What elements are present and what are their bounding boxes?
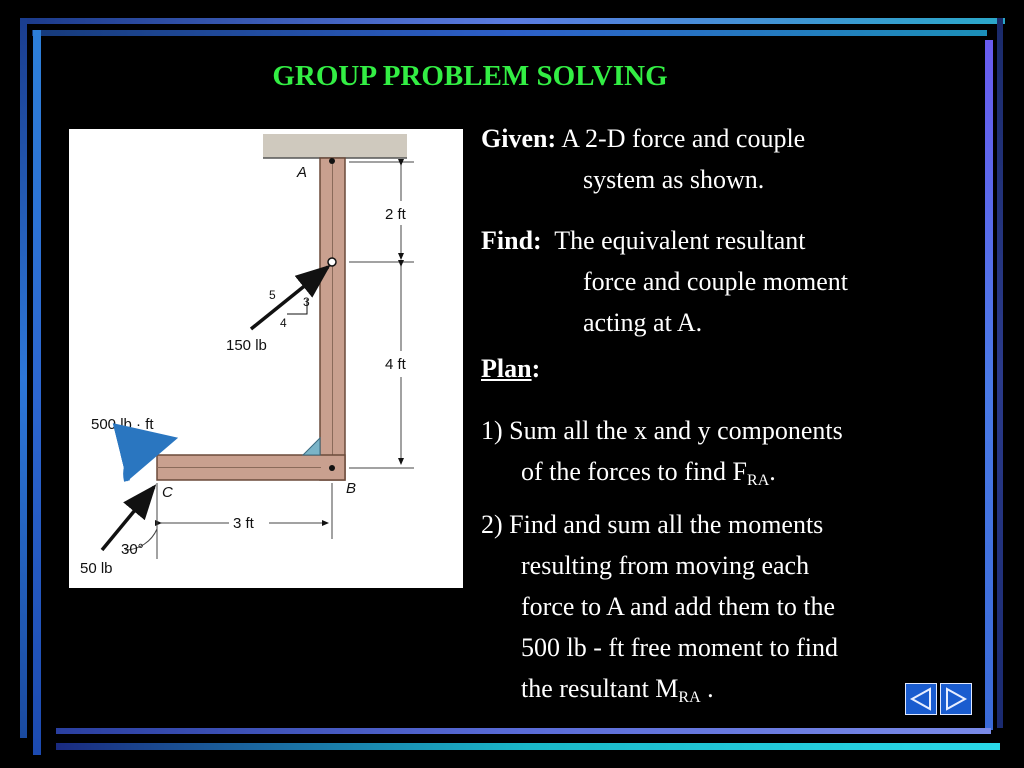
triangle-left-icon: [908, 686, 934, 712]
left-border-bar: [20, 18, 27, 738]
dim-3ft-label: 3 ft: [233, 515, 254, 532]
dim-2ft-label: 2 ft: [385, 206, 406, 223]
step2-line4: 500 lb - ft free moment to find: [521, 633, 838, 662]
svg-text:3: 3: [303, 295, 310, 309]
top-border-bar: [20, 18, 1005, 24]
label-c: C: [162, 484, 173, 501]
plan-colon: :: [531, 354, 541, 383]
moment-arrow: [126, 445, 149, 481]
bottom-border-bar: [56, 728, 991, 734]
right-border-bar: [985, 40, 993, 730]
plan-step-1: [481, 410, 843, 492]
plan-step-2: [481, 504, 838, 709]
previous-slide-button[interactable]: [905, 683, 937, 715]
find-text-2: force and couple moment: [583, 267, 848, 296]
bottom-border-bar-2: [56, 743, 1000, 750]
step2-line2: resulting from moving each: [521, 551, 810, 580]
problem-figure: [69, 129, 463, 588]
figure-diagram: [69, 129, 463, 588]
force-150-label: 150 lb: [226, 337, 267, 354]
given-label: Given:: [481, 124, 557, 153]
find-label: Find:: [481, 226, 542, 255]
given-text-1: A 2-D force and couple: [561, 124, 806, 153]
step1-line1: 1) Sum all the x and y components: [481, 416, 843, 445]
svg-text:4: 4: [280, 316, 287, 330]
moment-500-label: 500 lb · ft: [91, 416, 154, 433]
slide-title: GROUP PROBLEM SOLVING: [272, 60, 668, 92]
angle-30-label: 30°: [121, 541, 144, 558]
top-border-bar-2: [32, 30, 987, 36]
step2-line3: force to A and add them to the: [521, 592, 836, 621]
force-50-label: 50 lb: [80, 560, 113, 577]
step2-line5: the resultant $M_{RA}$ .: [521, 674, 714, 706]
right-border-bar-2: [997, 18, 1003, 728]
wall-support: [263, 134, 407, 158]
given-text-2: system as shown.: [583, 165, 765, 194]
svg-text:5: 5: [269, 288, 276, 302]
given-block: [481, 118, 805, 200]
find-text-3: acting at A.: [583, 308, 703, 337]
find-text-1: The equivalent resultant: [554, 226, 806, 255]
slide-navigation: [905, 683, 973, 717]
next-slide-button[interactable]: [940, 683, 972, 715]
label-a: A: [297, 164, 308, 181]
step1-line2: of the forces to find $F_{RA}$.: [521, 457, 776, 489]
dim-4ft-label: 4 ft: [385, 356, 406, 373]
force-application-point: [328, 258, 336, 266]
left-border-bar-2: [33, 30, 41, 755]
step2-line1: 2) Find and sum all the moments: [481, 510, 824, 539]
force-150-arrow: [251, 267, 328, 329]
find-block: [481, 220, 848, 343]
label-b: B: [346, 480, 357, 497]
point-a: [329, 158, 335, 164]
point-b: [329, 465, 335, 471]
plan-label: Plan: [481, 354, 532, 383]
triangle-right-icon: [943, 686, 969, 712]
plan-heading: [481, 348, 540, 389]
